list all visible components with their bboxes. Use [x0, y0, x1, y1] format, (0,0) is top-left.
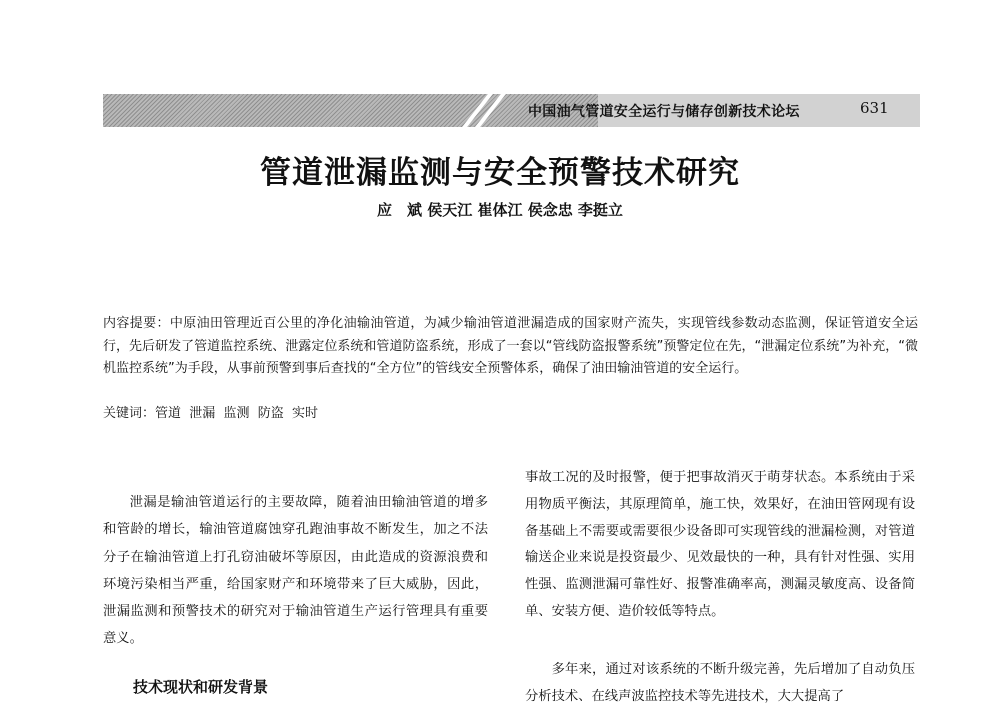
- author-list: 应 斌 侯天江 崔体江 侯念忠 李挺立: [377, 201, 623, 219]
- keywords: 关键词：管道 泄漏 监测 防盗 实时: [103, 406, 319, 421]
- paper-title: 管道泄漏监测与安全预警技术研究: [260, 155, 740, 191]
- body-paragraph-right-continued: 多年来，通过对该系统的不断升级完善，先后增加了自动负压分析技术、在线声波监控技术等先进技术，大大提高了: [525, 662, 915, 704]
- body-paragraph-right: 事故工况的及时报警，便于把事故消灭于萌芽状态。本系统由于采用物质平衡法，其原理简单，施工快，效果好，在油田管网现有设备基础上不需要或需要很少设备即可实现管线的泄漏检测，对管道输送企业来说是投资最少、见效最快的一种，具有针对性强、实用性强、监测泄漏可靠性好、报警准确率高，测漏灵敏度高、设备简单、安装方便、造价较低等特点。: [525, 470, 915, 619]
- journal-title: 中国油气管道安全运行与储存创新技术论坛: [528, 104, 800, 120]
- page-number: 631: [860, 99, 889, 117]
- abstract: 内容提要：中原油田管理近百公里的净化油输油管道，为减少输油管道泄漏造成的国家财产流失，实现管线参数动态监测，保证管道安全运行，先后研发了管道监控系统、泄露定位系统和管道防盗系统，形成了一套以“管线防盗报警系统”预警定位在先，“泄漏定位系统”为补充，“微机监控系统”为手段，从事前预警到事后查找的“全方位”的管线安全预警体系，确保了油田输油管道的安全运行。: [103, 316, 918, 376]
- body-paragraph-left: 泄漏是输油管道运行的主要故障，随着油田输油管道的增多和管龄的增长，输油管道腐蚀穿孔跑油事故不断发生，加之不法分子在输油管道上打孔窃油破坏等原因，由此造成的资源浪费和环境污染相当严重，给国家财产和环境带来了巨大威胁，因此，泄漏监测和预警技术的研究对于输油管道生产运行管理具有重要意义。: [103, 495, 488, 647]
- section-heading: 技术现状和研发背景: [133, 678, 269, 696]
